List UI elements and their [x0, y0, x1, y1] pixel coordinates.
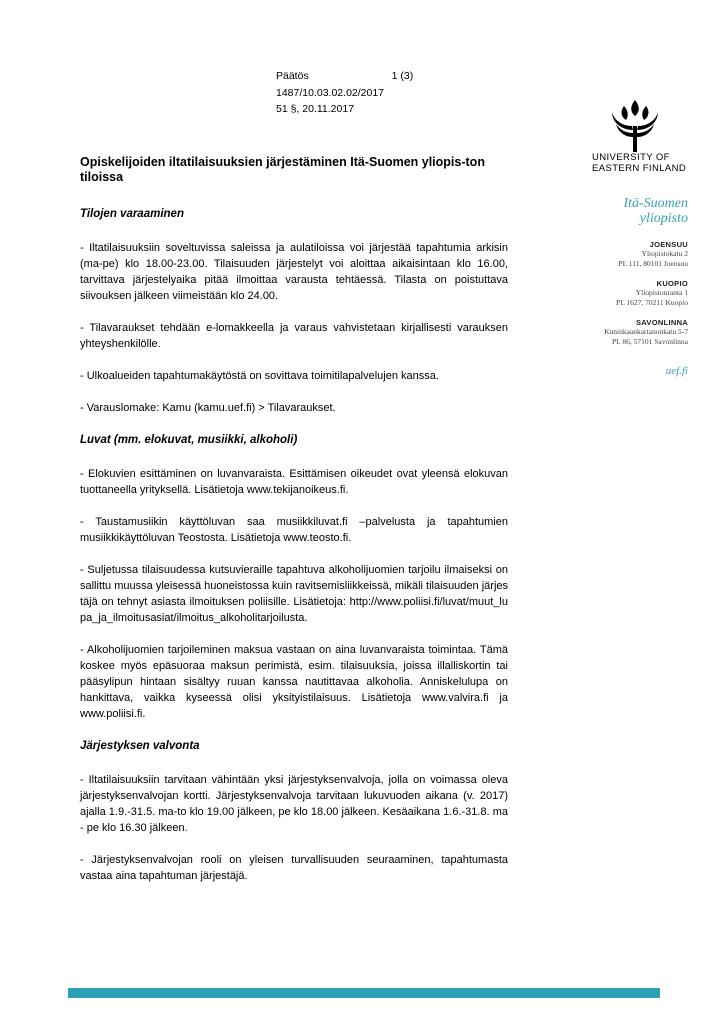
- website-link[interactable]: uef.fi: [665, 365, 688, 377]
- finnish-university-name: [574, 196, 688, 226]
- section-heading-order-supervision: Järjestyksen valvonta: [80, 740, 200, 752]
- university-name-line2: EASTERN FINLAND: [592, 163, 687, 174]
- paragraph: - Ulkoalueiden tapahtumakäytöstä on sovittava toimitilapalvelujen kanssa.: [80, 370, 439, 382]
- campus-kuopio: [574, 279, 688, 308]
- paragraph: - Varauslomake: Kamu (kamu.uef.fi) > Tilavaraukset.: [80, 402, 336, 414]
- paragraph: - Tilavaraukset tehdään e-lomakkeella ja varaus vahvistetaan kirjallisesti varauksen yhteyshenkilölle.: [80, 322, 508, 350]
- campus-address-line2: PL 111, 80101 Joensuu: [618, 259, 688, 268]
- section-heading-space-booking: Tilojen varaaminen: [80, 208, 184, 220]
- section-heading-permits: Luvat (mm. elokuvat, musiikki, alkoholi): [80, 434, 298, 446]
- campus-name: SAVONLINNA: [635, 318, 688, 327]
- section-date: 51 §, 20.11.2017: [276, 103, 355, 115]
- campus-address-line2: PL 86, 57101 Savonlinna: [612, 337, 688, 346]
- campus-savonlinna: [574, 318, 688, 347]
- footer-accent-bar: [68, 988, 660, 998]
- paragraph: - Iltatilaisuuksiin tarvitaan vähintään yksi järjestyksenvalvoja, jolla on voimassa oleva järjestyksenvalvojan kortti. Järjestyksenvalvoja tarvitaan lukuvuoden aikana (v. 2017) ajalla 1.9.-31.5. ma-to klo 19.00 jälkeen, pe klo 18.00 jälkeen. Kesäaikana 1.6.-31.8. ma - pe klo 16.30 jälkeen.: [80, 774, 508, 834]
- paragraph: - Suljetussa tilaisuudessa kutsuvieraille tapahtuva alkoholijuomien tarjoilu ilmaiseksi on sallittu muussa yleisessä huoneistossa kuin ravitsemisliikkeissä, mikäli tilaisuuden järjestäjä on tehnyt asiasta ilmoituksen poliisille. Lisätietoja: http://www.poliisi.fi/luvat/muut_lupa_ja_ilmoitusasiat/ilmoitus_alkoholitarjoilusta.: [80, 564, 508, 624]
- contact-sidebar: [574, 196, 688, 377]
- campus-name: KUOPIO: [656, 279, 688, 288]
- campus-address-line1: Yliopistonranta 1: [635, 288, 688, 297]
- paragraph: - Taustamusiikin käyttöluvan saa musiikkiluvat.fi –palvelusta ja tapahtumien musiikkikäyttöluvan Teostosta. Lisätietoja www.teosto.fi.: [80, 516, 508, 544]
- campus-address-line1: Kuninkaankartanonkatu 5-7: [604, 327, 688, 336]
- finnish-name-line2: yliopisto: [639, 211, 688, 226]
- university-name-line1: UNIVERSITY OF: [592, 152, 670, 163]
- paragraph: - Alkoholijuomien tarjoileminen maksua vastaan on aina luvanvaraista toimintaa. Tämä koskee myös epäsuoraa maksun perimistä, esim. tilaisuuksia, joissa illalliskortin tai pääsylipun hintaan sisältyy ruuan kanssa nautittavaa alkoholia. Anniskelulupa on hankittava, vaikka kyseessä olisi yksityistilaisuus. Lisätietoja www.valvira.fi ja www.poliisi.fi.: [80, 644, 508, 720]
- campus-name: JOENSUU: [649, 240, 688, 249]
- paragraph: - Järjestyksenvalvojan rooli on yleisen turvallisuuden seuraaminen, tapahtumasta vastaa aina tapahtuman järjestäjä.: [80, 854, 508, 882]
- paragraph: - Iltatilaisuuksiin soveltuvissa saleissa ja aulatiloissa voi järjestää tapahtumia arkisin (ma-pe) klo 18.00-23.00. Tilaisuuden järjestelyt voi aloittaa aikaisintaan klo 16.00, tarvittava järjestelyaika pitää ilmoittaa varausta tehtäessä. Tilasta on poistuttava siivouksen jälkeen viimeistään klo 24.00.: [80, 242, 508, 302]
- paragraph: - Elokuvien esittäminen on luvanvaraista. Esittämisen oikeudet ovat yleensä elokuvan tuottaneella yrityksellä. Lisätietoja www.tekijanoikeus.fi.: [80, 468, 508, 496]
- document-title: Opiskelijoiden iltatilaisuuksien järjestäminen Itä-Suomen yliopis-ton tiloissa: [80, 155, 485, 184]
- finnish-name-line1: Itä-Suomen: [623, 196, 688, 211]
- doc-type: Päätös: [276, 70, 309, 82]
- reference-number: 1487/10.03.02.02/2017: [276, 86, 385, 99]
- doc-type-row: [276, 68, 413, 85]
- document-header: [276, 68, 413, 118]
- university-name: [592, 152, 686, 174]
- logo-icon: [590, 96, 680, 156]
- campus-address-line1: Yliopistokatu 2: [641, 249, 688, 258]
- document-body: [80, 155, 508, 900]
- page-count: 1 (3): [391, 70, 414, 82]
- campus-address-line2: PL 1627, 70211 Kuopio: [616, 298, 688, 307]
- campus-joensuu: [574, 240, 688, 269]
